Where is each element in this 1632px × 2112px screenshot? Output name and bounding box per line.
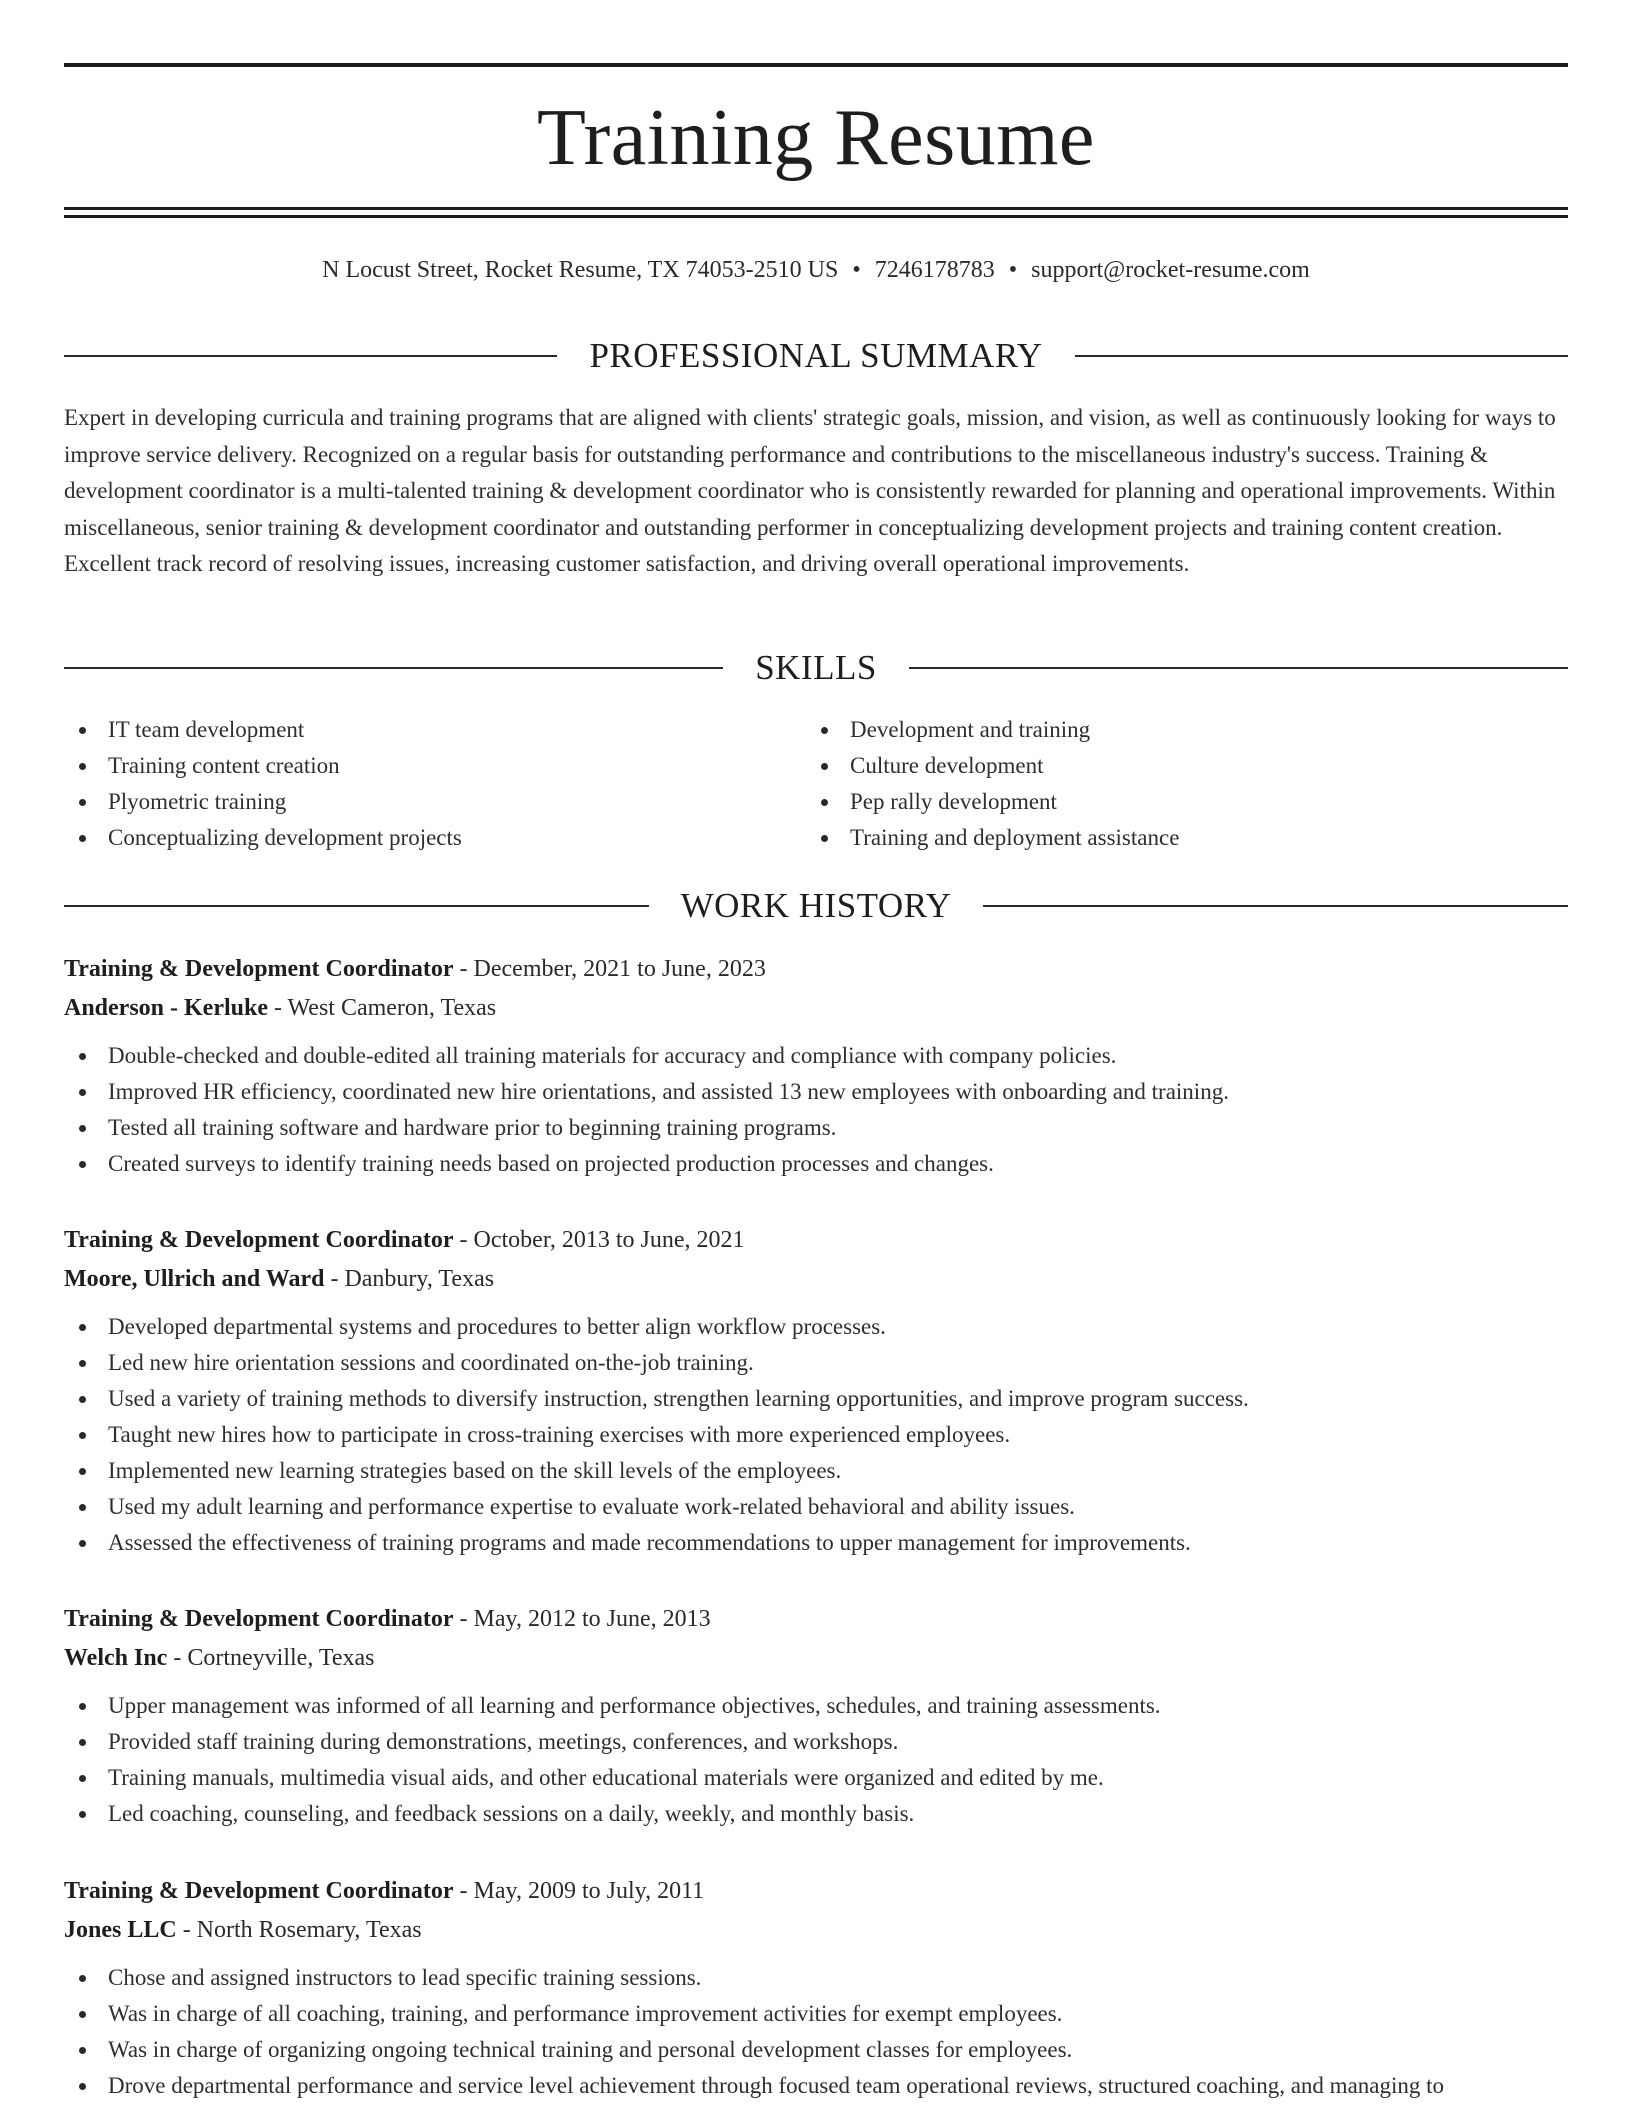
job-location: - Danbury, Texas xyxy=(324,1266,495,1292)
job-title: Training & Development Coordinator xyxy=(64,1606,454,1632)
skill-item: Pep rally development xyxy=(806,784,1566,820)
job-dates: - May, 2012 to June, 2013 xyxy=(453,1606,711,1632)
job-title: Training & Development Coordinator xyxy=(64,1878,454,1904)
skill-item: Training content creation xyxy=(64,748,804,784)
section-rule-right xyxy=(909,667,1568,669)
separator-dot: • xyxy=(852,257,861,283)
section-rule-left xyxy=(64,905,649,907)
job-bullet: Double-checked and double-edited all training materials for accuracy and compliance with company policies. xyxy=(64,1038,1568,1074)
job-bullet: Created surveys to identify training needs based on projected production processes and changes. xyxy=(64,1146,1568,1182)
job-company-line xyxy=(64,1639,1568,1678)
top-rule xyxy=(64,63,1568,67)
job-bullet: Was in charge of all coaching, training, and performance improvement activities for exempt employees. xyxy=(64,1996,1568,2032)
contact-line xyxy=(64,254,1568,286)
job-dates: - May, 2009 to July, 2011 xyxy=(453,1878,705,1904)
job-bullets xyxy=(64,1038,1568,1182)
section-title-summary: PROFESSIONAL SUMMARY xyxy=(589,336,1043,375)
skills-list-left xyxy=(64,712,804,856)
skill-item: Culture development xyxy=(806,748,1566,784)
professional-summary: Expert in developing curricula and training programs that are aligned with clients' strategic goals, mission, and vision, as well as continuously looking for ways to improve service delivery. Recognized on a regular basis for outstanding performance and contributions to the miscellaneous industry's success. Training & development coordinator is a multi-talented training & development coordinator who is consistently rewarded for planning and operational improvements. Within miscellaneous, senior training & development coordinator and outstanding performer in conceptualizing development projects and training content creation. Excellent track record of resolving issues, increasing customer satisfaction, and driving overall operational improvements. xyxy=(64,405,1556,577)
job-bullet: Was in charge of organizing ongoing technical training and personal development classes for employees. xyxy=(64,2032,1568,2068)
job-entry xyxy=(64,1221,1568,1561)
company-name: Anderson - Kerluke xyxy=(64,995,268,1021)
job-bullet: Provided staff training during demonstrations, meetings, conferences, and workshops. xyxy=(64,1724,1568,1760)
job-title-line xyxy=(64,1600,1568,1639)
skills-list-right xyxy=(806,712,1566,856)
job-bullets xyxy=(64,1688,1568,1832)
section-title-work: WORK HISTORY xyxy=(680,886,952,925)
contact-phone: 7246178783 xyxy=(874,257,995,283)
job-bullet: Used my adult learning and performance expertise to evaluate work-related behavioral and ability issues. xyxy=(64,1489,1568,1525)
skill-item: Conceptualizing development projects xyxy=(64,820,804,856)
job-dates: - December, 2021 to June, 2023 xyxy=(453,956,766,982)
skill-item: Training and deployment assistance xyxy=(806,820,1566,856)
skill-item: IT team development xyxy=(64,712,804,748)
separator-dot: • xyxy=(1008,257,1018,283)
job-title-line xyxy=(64,1872,1568,1911)
job-bullet: Taught new hires how to participate in cross-training exercises with more experienced employees. xyxy=(64,1417,1568,1453)
contact-address: N Locust Street, Rocket Resume, TX 74053-2510 US xyxy=(322,257,839,283)
job-location: - Cortneyville, Texas xyxy=(167,1645,375,1671)
skill-item: Plyometric training xyxy=(64,784,804,820)
section-header-summary xyxy=(64,334,1568,378)
job-bullet: Chose and assigned instructors to lead specific training sessions. xyxy=(64,1960,1568,1996)
job-bullet: Assessed the effectiveness of training programs and made recommendations to upper management for improvements. xyxy=(64,1525,1568,1561)
company-name: Jones LLC xyxy=(64,1917,177,1943)
section-header-skills xyxy=(64,646,1568,690)
job-bullet: Training manuals, multimedia visual aids, and other educational materials were organized and edited by me. xyxy=(64,1760,1568,1796)
job-company-line xyxy=(64,1911,1568,1950)
job-bullets xyxy=(64,1960,1568,2104)
job-entry xyxy=(64,950,1568,1182)
title-rule-lower xyxy=(64,215,1568,218)
job-bullet: Tested all training software and hardware prior to beginning training programs. xyxy=(64,1110,1568,1146)
section-rule-right xyxy=(1075,355,1568,357)
section-header-work xyxy=(64,884,1568,928)
job-bullet: Upper management was informed of all learning and performance objectives, schedules, and training assessments. xyxy=(64,1688,1568,1724)
section-rule-left xyxy=(64,355,557,357)
job-dates: - October, 2013 to June, 2021 xyxy=(453,1227,745,1253)
job-location: - North Rosemary, Texas xyxy=(176,1917,422,1943)
company-name: Moore, Ullrich and Ward xyxy=(64,1266,325,1292)
job-title-line xyxy=(64,950,1568,989)
job-bullet: Led coaching, counseling, and feedback sessions on a daily, weekly, and monthly basis. xyxy=(64,1796,1568,1832)
job-bullet: Led new hire orientation sessions and coordinated on-the-job training. xyxy=(64,1345,1568,1381)
job-title: Training & Development Coordinator xyxy=(64,1227,454,1253)
job-bullet: Implemented new learning strategies based on the skill levels of the employees. xyxy=(64,1453,1568,1489)
job-title: Training & Development Coordinator xyxy=(64,956,454,982)
job-entry xyxy=(64,1872,1568,2104)
job-bullet: Improved HR efficiency, coordinated new hire orientations, and assisted 13 new employees with onboarding and training. xyxy=(64,1074,1568,1110)
job-entry xyxy=(64,1600,1568,1832)
section-title-skills: SKILLS xyxy=(755,648,877,687)
job-bullet: Developed departmental systems and procedures to better align workflow processes. xyxy=(64,1309,1568,1345)
job-title-line xyxy=(64,1221,1568,1260)
section-rule-left xyxy=(64,667,723,669)
job-company-line xyxy=(64,1260,1568,1299)
skill-item: Development and training xyxy=(806,712,1566,748)
page-title: Training Resume xyxy=(537,94,1095,182)
section-rule-right xyxy=(983,905,1568,907)
job-company-line xyxy=(64,989,1568,1028)
title-rule-upper xyxy=(64,207,1568,210)
job-bullet: Drove departmental performance and service level achievement through focused team operational reviews, structured coaching, and managing to xyxy=(64,2068,1568,2104)
job-bullet: Used a variety of training methods to diversify instruction, strengthen learning opportunities, and improve program success. xyxy=(64,1381,1568,1417)
contact-email: support@rocket-resume.com xyxy=(1031,257,1310,283)
job-bullets xyxy=(64,1309,1568,1561)
company-name: Welch Inc xyxy=(64,1645,168,1671)
job-location: - West Cameron, Texas xyxy=(268,995,497,1021)
